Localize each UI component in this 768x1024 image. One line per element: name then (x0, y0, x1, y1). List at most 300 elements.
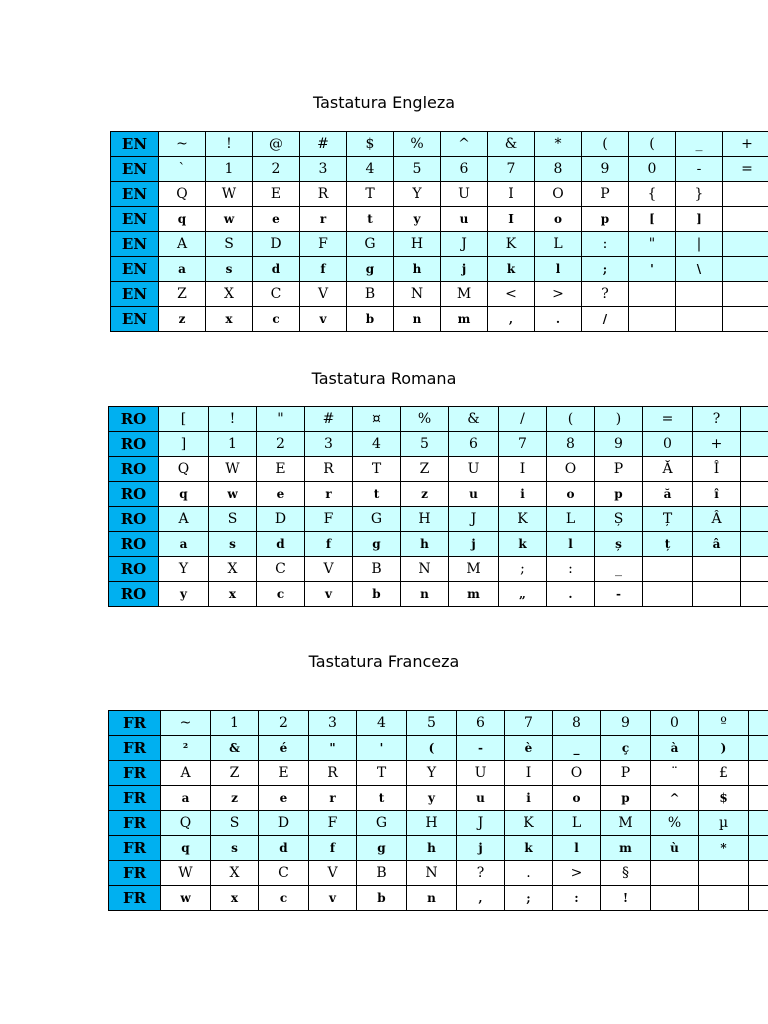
key-cell: f (300, 257, 347, 282)
key-cell: 5 (407, 711, 457, 736)
key-row (109, 507, 768, 532)
key-cell: x (209, 582, 257, 607)
key-cell: > (553, 861, 601, 886)
key-cell: e (253, 207, 300, 232)
language-label: RO (109, 407, 159, 432)
key-cell: U (449, 457, 499, 482)
key-cell: T (347, 182, 394, 207)
key-cell: a (159, 257, 206, 282)
key-cell: X (209, 557, 257, 582)
language-label: EN (111, 207, 159, 232)
key-cell: Y (407, 761, 457, 786)
language-label: FR (109, 786, 161, 811)
key-cell: v (300, 307, 347, 332)
key-cell: n (401, 582, 449, 607)
key-cell: + (723, 132, 768, 157)
key-cell: µ (699, 811, 749, 836)
key-cell: Q (159, 457, 209, 482)
key-cell: > (535, 282, 582, 307)
key-cell: F (300, 232, 347, 257)
key-cell (741, 532, 768, 557)
key-cell: K (505, 811, 553, 836)
key-row (109, 557, 768, 582)
key-cell: 1 (206, 157, 253, 182)
key-cell: { (629, 182, 676, 207)
language-label: RO (109, 432, 159, 457)
key-row (111, 307, 768, 332)
key-cell: Y (394, 182, 441, 207)
key-cell (741, 457, 768, 482)
key-cell (741, 432, 768, 457)
key-cell: e (257, 482, 305, 507)
key-cell: N (407, 861, 457, 886)
key-cell: 0 (629, 157, 676, 182)
key-cell: . (505, 861, 553, 886)
key-cell: N (394, 282, 441, 307)
keyboard-table-french (108, 710, 768, 911)
key-row (109, 407, 768, 432)
key-cell: k (488, 257, 535, 282)
key-cell: H (401, 507, 449, 532)
key-row (109, 861, 768, 886)
key-cell: s (206, 257, 253, 282)
key-cell: R (305, 457, 353, 482)
key-cell: ; (505, 886, 553, 911)
key-cell: , (488, 307, 535, 332)
key-cell: L (553, 811, 601, 836)
key-cell: & (488, 132, 535, 157)
key-cell: o (547, 482, 595, 507)
key-cell: ! (209, 407, 257, 432)
key-cell: 8 (535, 157, 582, 182)
key-cell: $ (347, 132, 394, 157)
key-cell: & (449, 407, 499, 432)
key-cell (749, 811, 768, 836)
key-cell: 2 (253, 157, 300, 182)
key-cell: Z (211, 761, 259, 786)
key-cell: s (209, 532, 257, 557)
key-cell: X (211, 861, 259, 886)
key-cell (643, 557, 693, 582)
key-cell: E (257, 457, 305, 482)
key-row (109, 432, 768, 457)
key-cell: ² (161, 736, 211, 761)
key-cell (749, 861, 768, 886)
key-cell: 8 (547, 432, 595, 457)
key-cell: I (499, 457, 547, 482)
key-cell: H (407, 811, 457, 836)
key-cell: h (394, 257, 441, 282)
key-cell: p (595, 482, 643, 507)
key-cell: b (347, 307, 394, 332)
key-cell: S (206, 232, 253, 257)
key-cell: } (676, 182, 723, 207)
key-cell: 2 (259, 711, 309, 736)
key-cell: 0 (643, 432, 693, 457)
key-cell: S (211, 811, 259, 836)
key-cell (749, 711, 768, 736)
key-cell: 1 (211, 711, 259, 736)
key-cell: = (643, 407, 693, 432)
key-cell: è (505, 736, 553, 761)
key-cell: 7 (505, 711, 553, 736)
key-cell: C (257, 557, 305, 582)
key-cell: ? (693, 407, 741, 432)
key-cell: , (457, 886, 505, 911)
key-cell: i (505, 786, 553, 811)
key-cell (699, 861, 749, 886)
key-cell: D (257, 507, 305, 532)
key-cell: l (553, 836, 601, 861)
key-row (109, 711, 768, 736)
key-cell: Z (159, 282, 206, 307)
key-cell: h (407, 836, 457, 861)
key-row (111, 207, 768, 232)
language-label: EN (111, 307, 159, 332)
key-cell: D (253, 232, 300, 257)
key-cell: ! (206, 132, 253, 157)
key-cell: P (582, 182, 629, 207)
key-cell: " (309, 736, 357, 761)
key-cell (741, 482, 768, 507)
key-cell: F (305, 507, 353, 532)
key-cell (693, 557, 741, 582)
key-cell: o (553, 786, 601, 811)
key-cell: à (651, 736, 699, 761)
key-cell: 5 (394, 157, 441, 182)
key-cell: V (309, 861, 357, 886)
key-cell: c (253, 307, 300, 332)
language-label: EN (111, 282, 159, 307)
key-cell: K (499, 507, 547, 532)
key-cell (723, 232, 768, 257)
key-cell: ' (629, 257, 676, 282)
key-cell: q (159, 207, 206, 232)
key-cell: y (407, 786, 457, 811)
key-cell: n (407, 886, 457, 911)
language-label: RO (109, 457, 159, 482)
key-cell: 7 (499, 432, 547, 457)
key-cell: @ (253, 132, 300, 157)
key-cell: V (300, 282, 347, 307)
language-label: RO (109, 557, 159, 582)
key-cell: 2 (257, 432, 305, 457)
key-cell: l (547, 532, 595, 557)
key-cell: ț (643, 532, 693, 557)
key-cell: A (161, 761, 211, 786)
key-cell (741, 507, 768, 532)
key-cell: - (595, 582, 643, 607)
key-cell: F (309, 811, 357, 836)
key-cell (723, 207, 768, 232)
key-cell: V (305, 557, 353, 582)
key-cell (723, 257, 768, 282)
key-cell: M (449, 557, 499, 582)
key-row (109, 736, 768, 761)
key-cell: k (505, 836, 553, 861)
key-cell: ; (499, 557, 547, 582)
key-cell: ù (651, 836, 699, 861)
key-cell: x (206, 307, 253, 332)
key-cell: - (676, 157, 723, 182)
key-cell: Â (693, 507, 741, 532)
key-cell: z (211, 786, 259, 811)
key-cell: Ă (643, 457, 693, 482)
key-cell (749, 886, 768, 911)
key-cell (741, 407, 768, 432)
key-cell: [ (629, 207, 676, 232)
key-cell: ¤ (353, 407, 401, 432)
key-cell: # (305, 407, 353, 432)
key-cell: N (401, 557, 449, 582)
key-cell: £ (699, 761, 749, 786)
language-label: RO (109, 482, 159, 507)
key-cell: î (693, 482, 741, 507)
key-cell: ) (595, 407, 643, 432)
key-cell: ă (643, 482, 693, 507)
key-cell: f (309, 836, 357, 861)
key-cell: o (535, 207, 582, 232)
title-romanian: Tastatura Romana (311, 369, 457, 388)
language-label: RO (109, 582, 159, 607)
key-row (109, 457, 768, 482)
key-cell: c (257, 582, 305, 607)
key-cell (629, 307, 676, 332)
key-cell: t (357, 786, 407, 811)
key-cell: T (357, 761, 407, 786)
key-cell: r (300, 207, 347, 232)
key-cell (741, 557, 768, 582)
key-cell: 4 (347, 157, 394, 182)
key-cell: P (595, 457, 643, 482)
key-cell: W (206, 182, 253, 207)
key-cell: % (394, 132, 441, 157)
key-cell: U (457, 761, 505, 786)
key-cell: ( (582, 132, 629, 157)
key-cell: ç (601, 736, 651, 761)
key-cell: d (253, 257, 300, 282)
key-cell: n (394, 307, 441, 332)
key-cell: O (553, 761, 601, 786)
key-cell: é (259, 736, 309, 761)
key-cell (749, 836, 768, 861)
key-row (109, 786, 768, 811)
key-cell: g (347, 257, 394, 282)
key-cell: 9 (601, 711, 651, 736)
key-cell: u (457, 786, 505, 811)
key-cell: D (259, 811, 309, 836)
key-cell: J (441, 232, 488, 257)
key-cell: L (535, 232, 582, 257)
key-cell: z (401, 482, 449, 507)
key-cell: B (357, 861, 407, 886)
key-cell: [ (159, 407, 209, 432)
key-cell: r (305, 482, 353, 507)
key-cell: ( (407, 736, 457, 761)
key-cell: . (535, 307, 582, 332)
key-cell: ] (676, 207, 723, 232)
key-cell: ` (159, 157, 206, 182)
key-cell: l (535, 257, 582, 282)
key-cell: 8 (553, 711, 601, 736)
key-cell: - (457, 736, 505, 761)
key-cell: : (582, 232, 629, 257)
key-cell (651, 886, 699, 911)
key-cell: z (159, 307, 206, 332)
key-cell: § (601, 861, 651, 886)
language-label: FR (109, 761, 161, 786)
key-cell: U (441, 182, 488, 207)
key-cell: M (441, 282, 488, 307)
key-cell: < (488, 282, 535, 307)
key-cell: X (206, 282, 253, 307)
key-cell: m (601, 836, 651, 861)
key-cell: a (161, 786, 211, 811)
key-cell: ^ (441, 132, 488, 157)
key-cell (723, 282, 768, 307)
key-cell: ? (582, 282, 629, 307)
key-cell: 3 (300, 157, 347, 182)
key-row (109, 811, 768, 836)
key-cell: E (259, 761, 309, 786)
key-cell (749, 761, 768, 786)
key-cell: W (161, 861, 211, 886)
language-label: RO (109, 532, 159, 557)
title-english: Tastatura Engleza (312, 93, 456, 112)
key-cell: K (488, 232, 535, 257)
language-label: FR (109, 711, 161, 736)
key-row (109, 761, 768, 786)
language-label: EN (111, 157, 159, 182)
key-cell: A (159, 507, 209, 532)
key-cell: ¨ (651, 761, 699, 786)
key-row (109, 532, 768, 557)
key-cell: _ (676, 132, 723, 157)
language-label: EN (111, 257, 159, 282)
key-cell: u (441, 207, 488, 232)
key-cell (723, 307, 768, 332)
key-cell (643, 582, 693, 607)
key-cell: c (259, 886, 309, 911)
key-cell: " (629, 232, 676, 257)
key-cell: Ț (643, 507, 693, 532)
key-cell: m (449, 582, 499, 607)
key-cell: q (159, 482, 209, 507)
key-cell: b (357, 886, 407, 911)
key-cell: _ (595, 557, 643, 582)
language-label: FR (109, 886, 161, 911)
key-cell: ( (547, 407, 595, 432)
key-cell: p (582, 207, 629, 232)
key-cell: % (401, 407, 449, 432)
key-cell: „ (499, 582, 547, 607)
language-label: EN (111, 232, 159, 257)
key-cell: ) (699, 736, 749, 761)
language-label: FR (109, 736, 161, 761)
key-row (111, 282, 768, 307)
key-row (109, 886, 768, 911)
key-cell: ș (595, 532, 643, 557)
key-cell: x (211, 886, 259, 911)
key-cell: I (505, 761, 553, 786)
key-cell: º (699, 711, 749, 736)
key-cell: 4 (353, 432, 401, 457)
key-cell: I (488, 182, 535, 207)
key-cell: 4 (357, 711, 407, 736)
key-cell: i (499, 482, 547, 507)
key-cell: Ș (595, 507, 643, 532)
key-cell: f (305, 532, 353, 557)
key-cell (741, 582, 768, 607)
key-cell: J (457, 811, 505, 836)
language-label: RO (109, 507, 159, 532)
language-label: EN (111, 182, 159, 207)
key-cell: ' (357, 736, 407, 761)
key-cell (676, 307, 723, 332)
key-cell: : (547, 557, 595, 582)
key-cell: \ (676, 257, 723, 282)
key-cell: R (300, 182, 347, 207)
language-label: FR (109, 861, 161, 886)
key-cell: 7 (488, 157, 535, 182)
key-cell: j (457, 836, 505, 861)
key-cell: _ (553, 736, 601, 761)
key-cell: p (601, 786, 651, 811)
key-cell: B (347, 282, 394, 307)
key-cell: ~ (159, 132, 206, 157)
key-row (111, 182, 768, 207)
key-cell: L (547, 507, 595, 532)
key-cell: 0 (651, 711, 699, 736)
key-cell: O (547, 457, 595, 482)
key-cell: t (347, 207, 394, 232)
key-cell: b (353, 582, 401, 607)
key-cell: Q (161, 811, 211, 836)
key-cell: | (676, 232, 723, 257)
key-cell: s (211, 836, 259, 861)
key-cell: S (209, 507, 257, 532)
key-cell: A (159, 232, 206, 257)
key-cell: k (499, 532, 547, 557)
key-cell: J (449, 507, 499, 532)
key-cell: W (209, 457, 257, 482)
key-cell: h (401, 532, 449, 557)
key-cell: / (582, 307, 629, 332)
key-cell: O (535, 182, 582, 207)
key-cell: ] (159, 432, 209, 457)
key-cell: ! (601, 886, 651, 911)
key-cell (629, 282, 676, 307)
key-cell: Î (693, 457, 741, 482)
key-row (111, 257, 768, 282)
key-cell: & (211, 736, 259, 761)
key-cell: % (651, 811, 699, 836)
key-cell: Y (159, 557, 209, 582)
key-cell: # (300, 132, 347, 157)
key-cell: a (159, 532, 209, 557)
key-cell: C (259, 861, 309, 886)
key-cell: E (253, 182, 300, 207)
key-cell: g (353, 532, 401, 557)
key-cell: G (357, 811, 407, 836)
key-cell: " (257, 407, 305, 432)
key-cell (749, 786, 768, 811)
key-cell: y (394, 207, 441, 232)
key-cell: I (488, 207, 535, 232)
key-cell: ; (582, 257, 629, 282)
key-cell: j (441, 257, 488, 282)
key-cell: ? (457, 861, 505, 886)
